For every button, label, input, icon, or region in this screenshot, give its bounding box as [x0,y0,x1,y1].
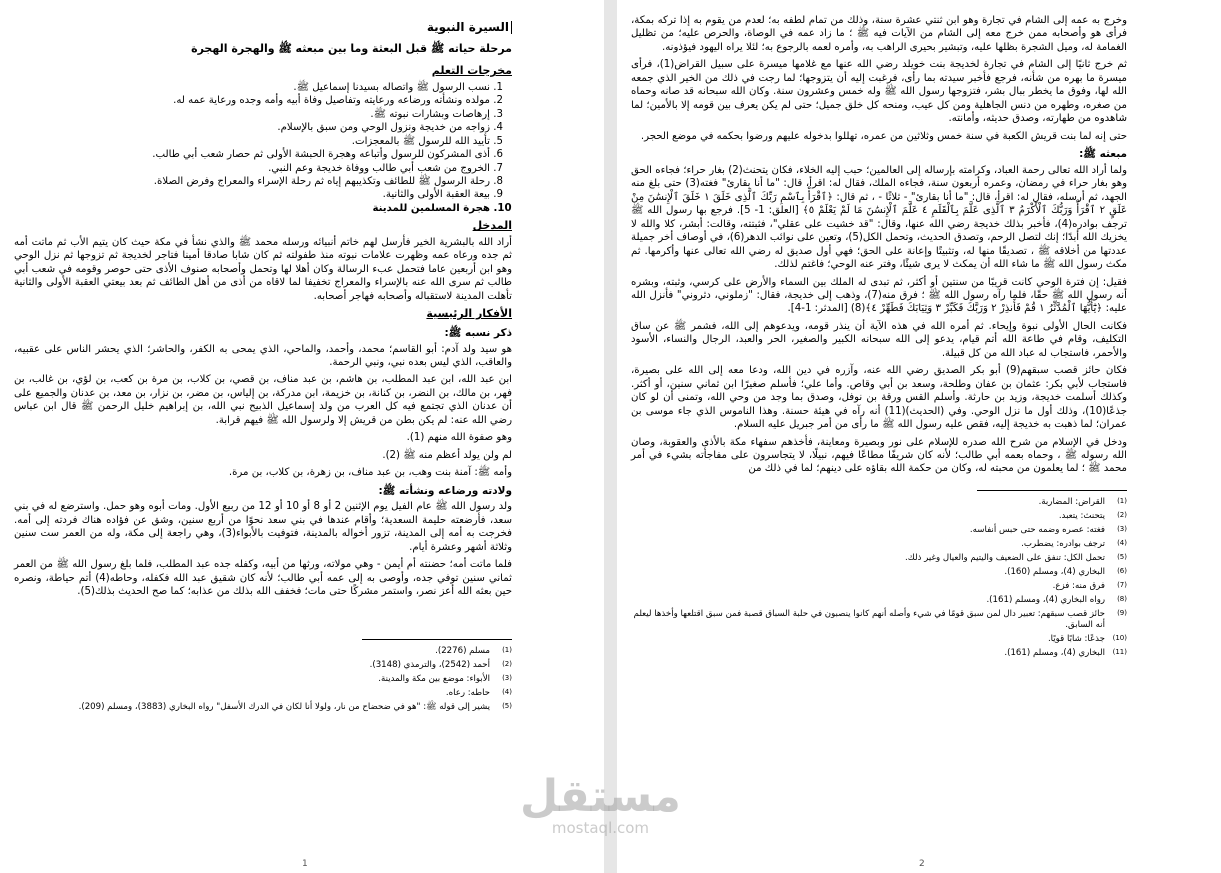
footnote-number: (3) [1117,524,1127,533]
footnote-number: (7) [1117,580,1127,589]
footnote-text: يشير إلى قوله ﷺ: "هو في ضحضاح من نار، ولولا أنا لكان في الدرك الأسفل" رواه البخاري (3883)، ومسلم (209). [78,701,490,712]
outcome-item: 3. إرهاصات وبشارات نبوته ﷺ. [14,108,490,121]
body-paragraph: فكان حائز قصب سبقهم(9) أبو بكر الصديق رضي الله عنه، وآزره في دين الله، ودعا معه إلى الله على بصيرة، فاستجاب لأبي بكر: عثمان بن عفان وطلحة، وسعد بن أبي وقاص. وأما علي؛ فأسلم صغيرًا ابن ثماني سنين، أو أكثر. وكذلك أسلمت خديجة، وزيد بن حارثة. وأسلم القس ورقة بن نوفل، وصدق بما وجد من وحي الله، وتمنى أن لو كان جذعًا(10)، وذلك أول ما نزل الوحي. وفي (الحديث)(11) أنه رآه في هيئة حسنة. وهذا الناموس الذي جاء موسى بن عمران؛ لما ذهبت به خديجة إليه، فقص عليه رسول الله ﷺ ما رأى من أمر جبريل عليه السلام. [631,365,1127,431]
page-number: 1 [302,859,308,870]
footnote-number: (9) [1117,608,1127,617]
footnote [631,525,1127,536]
document-title[interactable] [14,20,512,36]
footnote [631,634,1127,645]
outcome-item: 4. زواجه من خديجة ونزول الوحي ومن سبق بالإسلام. [14,121,490,134]
footnote-separator [362,639,512,640]
footnote [14,702,512,713]
lineage-paragraph: وهو صفوة الله منهم (1). [406,432,512,444]
lineage-paragraph: لم ولن يولد أعظم منه ﷺ (2). [382,449,512,461]
outcome-item: 10. هجرة المسلمين للمدينة [14,202,490,215]
footnote [631,539,1127,550]
outcome-item: 8. رحلة الرسول ﷺ للطائف وتكذيبهم إياه ثم رحلة الإسراء والمعراج وفرض الصلاة. [14,175,490,188]
document-title-text: السيرة النبوية [426,20,509,34]
footnote [631,581,1127,592]
document-page-2 [617,0,1221,873]
mission-heading: مبعثه ﷺ: [1079,148,1127,161]
footnote-number: (4) [502,687,512,696]
footnote [14,674,512,685]
footnote-text: رواه البخاري (4)، ومسلم (161). [986,594,1105,605]
footnote-text: حاطه: رعاه. [445,687,490,698]
page-number: 2 [919,859,925,870]
footnote-text: مسلم (2276). [435,645,490,656]
birth-paragraph: ولد رسول الله ﷺ عام الفيل يوم الإثنين 2 أو 8 أو 10 أو 12 من ربيع الأول. ومات أبوه وهو حمل. واسترضع له في بني سعد، فأرضعته حليمة السعدية؛ وأقام عندها في بني سعد نحوًا من أربع سنين، وشق عن فؤاده هناك فردته إلى أمه. فخرجت به أمه إلى المدينة، تزور أخواله بالمدينة، فتوفيت بالأبواء(3)، وهي راجعة إلى مكة، وله من العمر ست سنين وثلاثة أشهر وعشرة أيام. [14,501,512,553]
footnote [14,660,512,671]
footnote-number: (5) [1117,552,1127,561]
footnote-number: (2) [502,659,512,668]
body-paragraph: ودخل في الإسلام من شرح الله صدره للإسلام على نور وبصيرة ومعاينة، فأخذهم سفهاء مكة بالأذى والعقوبة، وصان الله رسوله ﷺ ، وحماه بعمه أبي طالب؛ لأنه كان شريفًا مطاعًا فيهم، نبيلًا، لا يتجاسرون على مفاجأته بشيء في أمر محمد ﷺ ؛ لما يعلمون من محبته له، وكان من حكمة الله بقاؤه على دينهم؛ لما في ذلك من [631,436,1127,475]
outcomes-list [14,81,512,216]
text-cursor [511,21,512,34]
birth-heading: ولادته ورضاعه ونشأته ﷺ: [378,484,512,497]
footnote [631,497,1127,508]
footnote [631,511,1127,522]
footnote [631,595,1127,606]
footnote-text: تحمل الكل: تنفق على الضعيف واليتيم والعيال وغير ذلك. [905,552,1105,563]
footnote-text: يتحنث: يتعبد. [1058,510,1105,521]
main-ideas-heading: الأفكار الرئيسية [426,307,512,321]
footnote [631,553,1127,564]
outcome-item: 5. تأييد الله للرسول ﷺ بالمعجزات. [14,135,490,148]
footnote-number: (3) [502,673,512,682]
footnote-number: (6) [1117,566,1127,575]
lineage-paragraph: هو سيد ولد آدم: أبو القاسم؛ محمد، وأحمد، والماحي، الذي يمحى به الكفر، والحاشر؛ الذي يحشر الناس على عقبيه، والعاقب، الذي ليس بعده نبي، ونبي الرحمة. [14,343,512,368]
document-subtitle: مرحلة حياته ﷺ قبل البعثة وما بين مبعثه ﷺ والهجرة الهجرة [191,41,512,55]
footnote-number: (1) [1117,496,1127,505]
footnote [631,648,1127,659]
intro-paragraph: أراد الله بالبشرية الخير فأرسل لهم خاتم أنبيائه ورسله محمد ﷺ والذي نشأ في مكة حيث كان يتيم الأب ثم ماتت أمه ثم جده ورعاه عمه وظهرت علامات نبوته منذ طفولته ثم كان شابا صادقا أمينا فتاجر لخديجة ثم تزوجها ثم نزل الوحي وهو ابن أربعين عاما فتحمل عبء الرسالة وكان أهلا لها وتحمل وأصحابه صنوف الأذى حتى حوصر وقومه في شعب أبي طالب ثم سرى الله عنه بالإسراء والمعراج تخفيفا لما لاقاه من أذى من أهل الطائف ثم بعد بيعتي العقبة الأولى والثانية تأهلت المدينة لاستقباله وأصحابه فهاجر أصحابه. [14,236,512,302]
footnote-text: البخاري (4)، ومسلم (161). [1004,647,1105,658]
watermark-latin: mostaql.com [551,819,650,837]
footnotes [631,497,1127,659]
footnote [14,688,512,699]
footnote-text: حائز قصب سبقهم: تعبير دال لمن سبق قومًا في شيء وأصله أنهم كانوا ينصبون في حلبة السباق قصبة فمن سبق اقتلعها وأخذها ليعلم أنه السابق. [633,608,1105,630]
footnote-text: ترجف بوادره: يضطرب. [1021,538,1105,549]
lineage-heading: ذكر نسبه ﷺ: [444,326,512,339]
outcome-item: 7. الخروج من شعب أبي طالب ووفاة خديجة وعم النبي. [14,162,490,175]
watermark-arabic: مستقل [520,771,681,822]
footnote-number: (5) [502,701,512,710]
body-paragraph: حتى إنه لما بنت قريش الكعبة في سنة خمس وثلاثين من عمره، تهللوا بدخوله عليهم ورضوا بحكمه في موضع الحجر. [640,130,1127,142]
footnote-text: فرق منه: فزع. [1052,580,1105,591]
outcome-item: 2. مولده ونشأته ورضاعه ورعايته وتفاصيل وفاة أبيه وأمه وجده ورعاية عمه له. [14,94,490,107]
footnote-text: جذعًا: شابًا قويًا. [1047,633,1105,644]
footnotes [14,646,512,713]
footnote-text: القراض: المضاربة. [1038,496,1105,507]
lineage-paragraph: وأمه ﷺ: آمنة بنت وهب، بن عبد مناف، بن زهرة، بن كلاب، بن مرة. [228,467,512,479]
body-paragraph: فكانت الحال الأولى نبوة وإيحاء. ثم أمره الله في هذه الآية أن ينذر قومه، ويدعوهم إلى الله، فشمر ﷺ عن ساق التكليف، وقام في طاعة الله أتم قيام، يدعو إلى الله سبحانه الكبير والصغير، الحر والعبد، الرجال والنساء، الأسود والأحمر، فاستجاب له عباد الله من كل قبيلة. [631,320,1127,359]
footnote-separator [977,490,1127,491]
body-paragraph: فقيل: إن فترة الوحي كانت قريبًا من سنتين أو أكثر، ثم تبدى له الملك بين السماء والأرض على كرسي، وثبته، وبشره أنه رسول الله ﷺ حقًا، فلما رآه رسول الله ﷺ ؛ فرق منه(7)، وذهب إلى خديجة، فقال: "زملوني، دثروني" فأنزل الله عليه: ﴿يَٰٓأَيُّهَا ٱلْمُدَّثِّرُ ١ قُمْ فَأَنذِرْ ٢ وَرَبَّكَ فَكَبِّرْ ٣ وَثِيَابَكَ فَطَهِّرْ ٤﴾(8) [المدثر: 1-4]. [631,276,1127,315]
footnote-number: (11) [1112,647,1127,656]
footnote-number: (2) [1117,510,1127,519]
outcome-item: 9. بيعة العقبة الأولى والثانية. [14,188,490,201]
outcomes-heading: مخرجات التعلم [431,64,512,78]
footnote [631,609,1127,631]
lineage-paragraph: ابن عبد الله، ابن عبد المطلب، بن هاشم، بن عبد مناف، بن قصي، بن كلاب، بن مرة بن كعب، بن لؤي، بن غالب، بن فهر، بن مالك، بن النضر، بن كنانة، بن خزيمة، ابن مدركة، بن إلياس، بن مضر، بن نزار، بن معد، بن عدنان والجميع على أن عدنان الذي تجتمع فيه كل العرب من ولد إسماعيل الذبيح نبي الله، بن إبراهيم خليل الرحمن ﷺ قال ابن عباس رضي الله عنه: لم يكن بطن من قريش إلا ولرسول الله ﷺ فيهم قرابة. [14,374,512,426]
footnote-text: البخاري (4)، ومسلم (160). [1004,566,1105,577]
footnote-number: (8) [1117,594,1127,603]
footnote-text: الأبواء: موضع بين مكة والمدينة. [378,673,490,684]
body-paragraph: ثم خرج ثانيًا إلى الشام في تجارة لخديجة بنت خويلد رضي الله عنها مع غلامها ميسرة على سبيل القراض(1)، فرأى ميسرة ما بهره من شأنه، فرجع فأخبر سيدته بما رأى، فرغبت إليه أن يتزوجها؛ لما رجت في ذلك من الخير الذي جمعه الله لها، وفوق ما يخطر ببال بشر، فتزوجها رسول الله ﷺ وله خمس وعشرون سنة. وكان الله سبحانه قد صانه وحماه من صغره، وطهره من دنس الجاهلية ومن كل عيب، ومنحه كل خلق جميل؛ حتى لم يكن يعرف بين قومه إلا بالأمين؛ لما شاهدوه من طهارته، وصدق حديثه، وأمانته. [631,59,1127,125]
body-paragraph: ولما أراد الله تعالى رحمة العباد، وكرامته بإرساله إلى العالمين؛ حبب إليه الخلاء، فكان يتحنث(2) بغار حراء؛ فجاءه الحق وهو بغار حراء في رمضان، وعمره أربعون سنة، فجاءه الملك، فقال له: اقرأ، قال: "ما أنا بقارئ" فغته(3) حتى بلغ منه الجهد، ثم أرسله، فقال له: اقرأ، قال: "ما أنا بقارئ" - ثلاثًا - ، ثم قال: ﴿ٱقْرَأْ بِٱسْمِ رَبِّكَ ٱلَّذِى خَلَقَ ١ خَلَقَ ٱلْإِنسَٰنَ مِنْ عَلَقٍ ٢ ٱقْرَأْ وَرَبُّكَ ٱلْأَكْرَمُ ٣ ٱلَّذِى عَلَّمَ بِٱلْقَلَمِ ٤ عَلَّمَ ٱلْإِنسَٰنَ مَا لَمْ يَعْلَمْ ٥﴾ [العلق: 1- 5]. فرجع بها رسول الله ﷺ ترجف بوادره(4)، فأخبر بذلك خديجة رضي الله عنها، وقال: "قد خشيت على عقلي"، فثبتته، وقالت: أبشر، كلا والله لا يخزيك الله أبدًا؛ إنك لتصل الرحم، وتصدق الحديث، وتحمل الكل(5)، وتعين على نوائب الدهر(6)، في أوصاف أخر جميلة عددتها من أخلاقه ﷺ ، تصديقًا منها له، وتثبيتًا وإعانة على الحق؛ فهي أول صديق له رضي الله تعالى عنها وأكرمها. ثم مكث رسول الله ﷺ ما شاء الله أن يمكث لا يرى شيئًا، وفتر عنه الوحي؛ فاغتم لذلك. [631,164,1128,271]
footnote [631,567,1127,578]
outcome-item: 6. أذى المشركون للرسول وأتباعه وهجرة الحبشة الأولى ثم حصار شعب أبي طالب. [14,148,490,161]
outcome-item: 1. نسب الرسول ﷺ واتصاله بسيدنا إسماعيل ﷺ. [14,81,490,94]
birth-paragraph: فلما ماتت أمه؛ حضنته أم أيمن - وهي مولاته، ورثها من أبيه، وكفله جده عبد المطلب، فلما بلغ رسول الله ﷺ من العمر ثماني سنين توفي جده، وأوصى به إلى عمه أبي طالب؛ لأنه كان شقيق عبد الله فكفله، وحاطه(4) أتم حياطة، ونصره حين بعثه الله أعز نصر، واستمر مشركًا حتى مات؛ فخفف الله بذلك من عذابه؛ كما صح الحديث بذلك(5). [14,559,512,598]
footnote-number: (10) [1112,633,1127,642]
body-paragraph: وخرج به عمه إلى الشام في تجارة وهو ابن ثنتي عشرة سنة، وذلك من تمام لطفه به؛ لعدم من يقوم به إذا تركه بمكة، فرأى هو وأصحابه ممن خرج معه إلى الشام من الآيات فيه ﷺ ؛ ما زاد عمه في الوصاة، والحرص عليه؛ من تظليل الغمامة له، وميل الشجرة بظلها عليه، وتبشير بحيرى الراهب به، وأمره لعمه بالرجوع به؛ لئلا يراه اليهود فيؤذونه. [631,15,1127,53]
footnote-text: فغته: عصره وضمه حتى حبس أنفاسه. [969,524,1105,535]
document-page-1 [0,0,604,873]
footnote-number: (1) [502,645,512,654]
page-gap [604,0,617,873]
footnote-number: (4) [1117,538,1127,547]
footnote-text: أحمد (2542)، والترمذي (3148). [369,659,490,670]
intro-heading: المدخل [472,219,512,233]
footnote [14,646,512,657]
